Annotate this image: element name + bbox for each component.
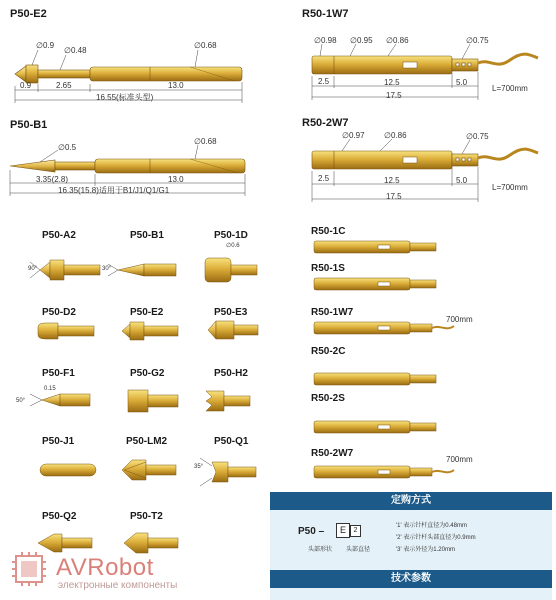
r50-2w7-len-1: 2.5 [318,174,330,183]
r50-1w7-len-1: 2.5 [318,77,330,86]
r50-2w7-len-2: 12.5 [384,176,400,185]
r50-2w7-dia-3: ∅0.75 [466,132,489,141]
tip-p50-lm2-drawing [122,460,176,480]
p50-q1-angle: 35° [194,464,204,470]
r50-2w7-total: 17.5 [386,192,402,201]
receptacle-r50-2s-drawing [314,421,436,433]
tip-p50-b1-drawing [108,264,176,276]
order-panel [270,510,552,570]
r50-1w7-wire-length: 700mm [446,315,473,324]
p50-e2-len-2: 2.65 [56,81,72,90]
tip-p50-e2-tip-drawing [122,322,178,340]
order-code-box-1: E [336,523,350,538]
tip-p50-q2-drawing [38,534,92,552]
spec-panel-title: 技术参数 [270,570,552,588]
avrobot-logo-icon [12,552,46,586]
p50-b1-dia-2: ∅0.68 [194,137,217,146]
r50-1w7-len-3: 5.0 [456,78,468,87]
p50-f1-angle: 50° [16,398,26,404]
receptacle-r50-2w7-drawing [312,149,538,169]
label-p50-a2: P50-A2 [42,230,76,241]
receptacle-r50-2c-drawing [314,373,436,385]
spec-panel [270,588,552,600]
order-note-2: '2' 表示针杆头部直径为0.9mm [396,535,476,541]
tip-p50-1d-drawing [205,258,257,282]
receptacle-r50-1s-drawing [314,278,436,290]
tip-p50-h2-drawing [206,391,250,411]
tip-p50-d2-drawing [38,323,94,339]
probe-p50-b1-drawing [10,159,245,173]
label-p50-q1: P50-Q1 [214,436,249,447]
p50-e2-dia-2: ∅0.48 [64,46,87,55]
r50-1w7-len-2: 12.5 [384,78,400,87]
r50-1w7-total: 17.5 [386,91,402,100]
p50-b1-len-2: 13.0 [168,175,184,184]
title-p50-b1: P50-B1 [10,119,48,131]
tip-p50-j1-drawing [40,464,96,476]
label-r50-2c: R50-2C [311,346,346,357]
p50-e2-len-1: 0.9 [20,81,32,90]
label-r50-2w7: R50-2W7 [311,448,354,459]
tip-p50-g2-drawing [128,390,178,412]
r50-1w7-dia-2: ∅0.95 [350,36,373,45]
watermark-brand: AVRobot [56,554,154,581]
tip-p50-q1-drawing [200,458,256,486]
order-code-box-2: 2 [350,525,361,537]
order-note-1: '1' 表示针杆直径为0.48mm [396,523,467,529]
title-r50-2w7: R50-2W7 [302,117,349,129]
label-p50-g2: P50-G2 [130,368,165,379]
tip-p50-t2-drawing [124,533,178,553]
watermark-subtitle: электронные компоненты [58,580,178,591]
p50-e2-total: 16.55(标准头型) [96,93,154,102]
receptacle-r50-1c-drawing [314,241,436,253]
tip-p50-f1-drawing [30,394,90,406]
label-p50-h2: P50-H2 [214,368,248,379]
p50-a2-angle: 90° [28,266,38,272]
p50-b1-angle: 30° [102,266,112,272]
label-r50-1s: R50-1S [311,263,345,274]
label-p50-e2-tip: P50-E2 [130,307,164,318]
p50-b1-dia-1: ∅0.5 [58,143,77,152]
label-p50-j1: P50-J1 [42,436,75,447]
order-panel-title: 定购方式 [270,492,552,510]
label-r50-2s: R50-2S [311,393,345,404]
receptacle-r50-2w7-small-drawing [314,466,454,478]
receptacle-r50-1w7-drawing [312,54,538,74]
p50-b1-total: 16.35(15.8)适用于B1/J1/Q1/G1 [58,186,170,195]
label-p50-f1: P50-F1 [42,368,75,379]
label-p50-e3: P50-E3 [214,307,248,318]
r50-2w7-len-3: 5.0 [456,176,468,185]
p50-e2-len-3: 13.0 [168,81,184,90]
r50-2w7-wire-length: 700mm [446,455,473,464]
r50-1w7-dia-3: ∅0.86 [386,36,409,45]
label-p50-1d: P50-1D [214,230,248,241]
order-note-3: '3' 表示外径为1.20mm [396,547,455,553]
label-p50-lm2: P50-LM2 [126,436,168,447]
r50-1w7-length: L=700mm [492,84,528,93]
label-p50-b1-tip: P50-B1 [130,230,164,241]
probe-p50-e2-drawing [15,65,242,83]
label-p50-d2: P50-D2 [42,307,76,318]
label-r50-1c: R50-1C [311,226,346,237]
title-r50-1w7: R50-1W7 [302,8,349,20]
p50-e2-dia-1: ∅0.9 [36,41,55,50]
p50-e2-dia-3: ∅0.68 [194,41,217,50]
p50-b1-len-1: 3.35(2.8) [36,175,69,184]
p50-1d-note: ∅0.6 [226,243,240,249]
label-p50-t2: P50-T2 [130,511,163,522]
r50-1w7-dia-1: ∅0.98 [314,36,337,45]
p50-f1-note: 0.15 [44,386,56,392]
order-prefix: P50 – [298,526,325,537]
r50-2w7-dia-2: ∅0.86 [384,131,407,140]
label-r50-1w7: R50-1W7 [311,307,354,318]
r50-2w7-length: L=700mm [492,183,528,192]
r50-1w7-dia-4: ∅0.75 [466,36,489,45]
title-p50-e2: P50-E2 [10,8,47,20]
tip-p50-e3-drawing [208,321,258,339]
receptacle-r50-1w7-small-drawing [314,322,454,334]
r50-2w7-dia-1: ∅0.97 [342,131,365,140]
label-p50-q2: P50-Q2 [42,511,77,522]
order-label-diameter: 头部直径 [346,547,371,553]
tip-p50-a2-drawing [30,260,100,280]
order-label-shape: 头部形状 [308,547,333,553]
